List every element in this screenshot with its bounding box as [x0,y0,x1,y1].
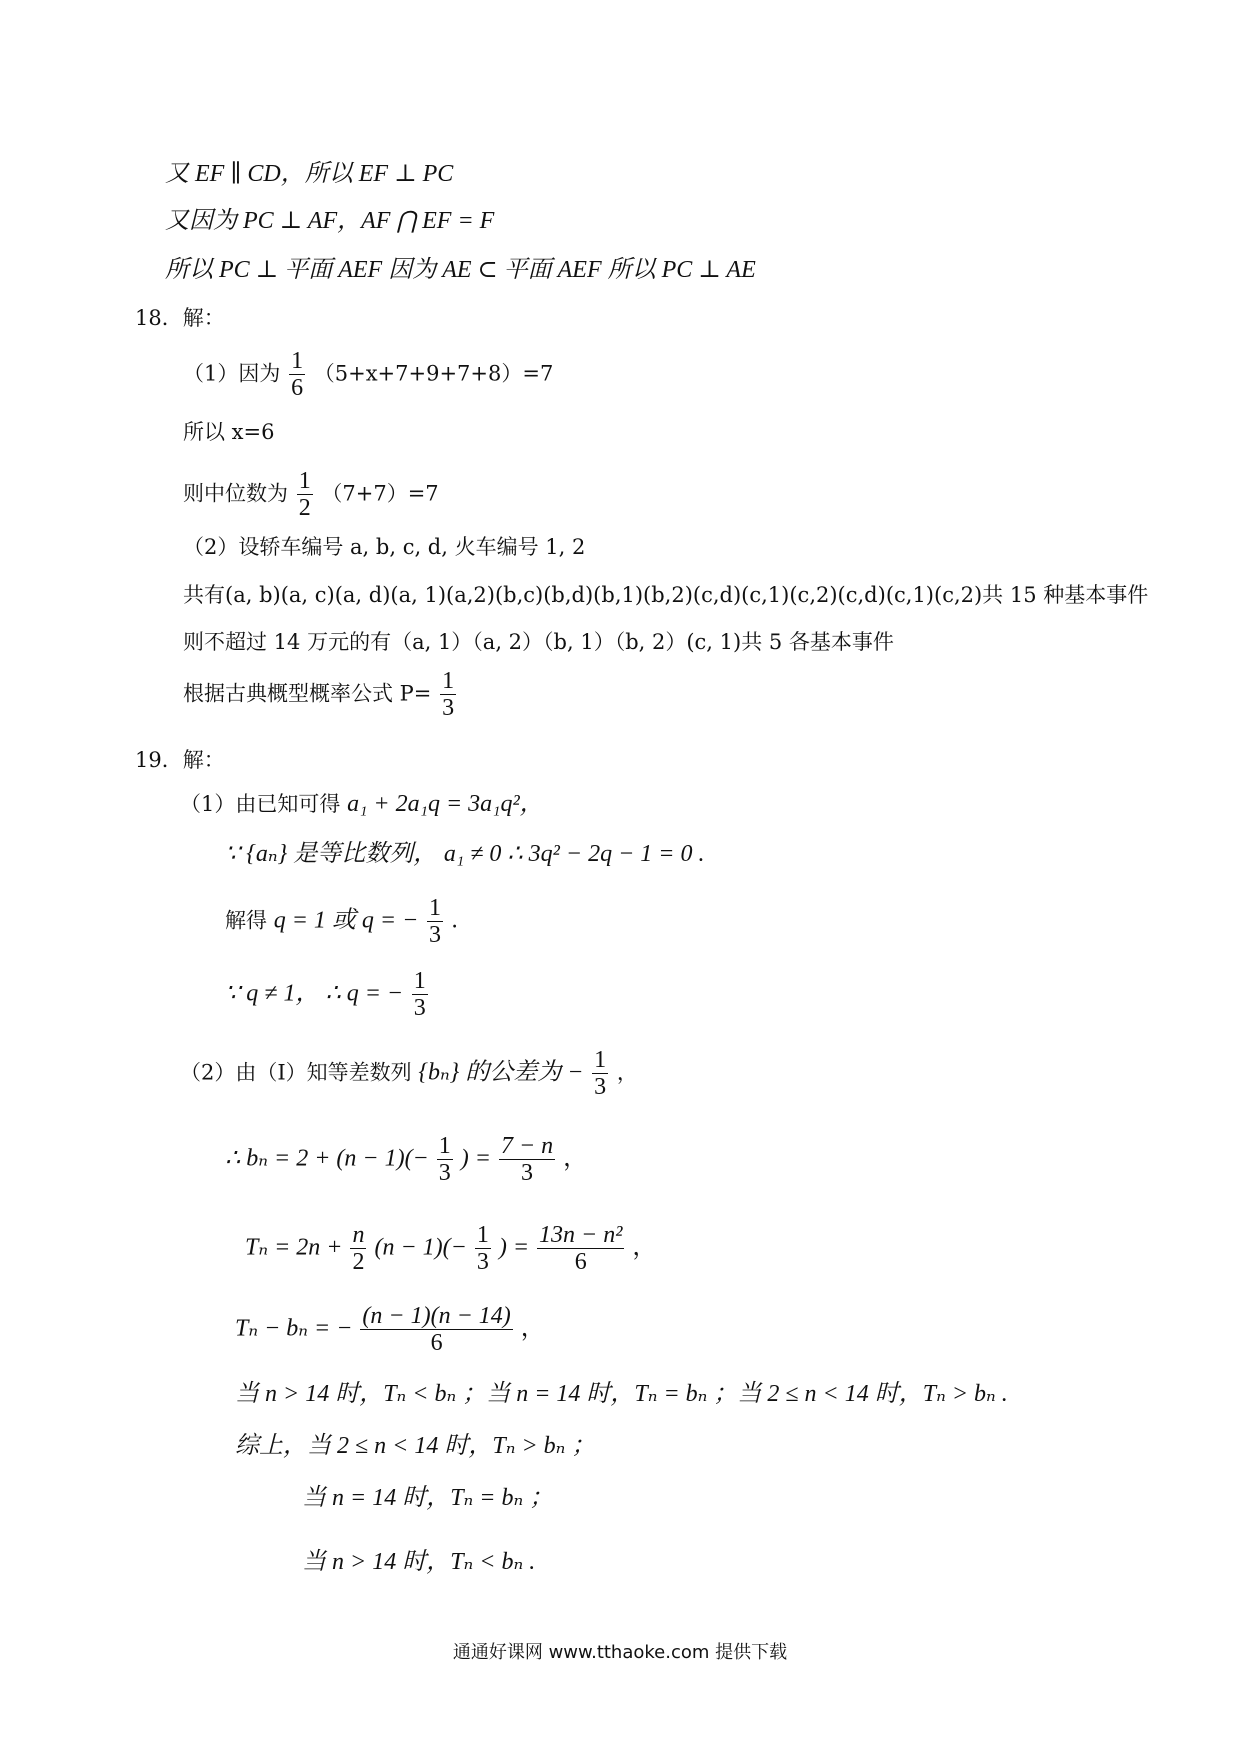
p19-summary-greater: 当 n > 14 时，Tₙ < bₙ . [302,1549,536,1575]
p18-mean-expression: （5+x+7+9+7+8）=7 [313,361,554,386]
comma: ， [563,1145,588,1172]
fraction-one-third: $\frac{1}{3}$ [442,668,455,722]
period: . [451,907,458,934]
fraction-one-third-diff: $\frac{1}{3}$ [594,1047,607,1101]
p18-median-label: 则中位数为 [183,481,288,506]
p18-probability-label: 根据古典概型概率公式 P= [183,681,432,706]
comma: ， [616,1060,638,1085]
problem-18-heading: 18．解： [135,306,225,330]
fraction-one-sixth: $\frac{1}{6}$ [291,348,304,402]
fraction-one-half: $\frac{1}{2}$ [298,468,311,522]
tn-formula-start: Tₙ = 2n + [245,1234,343,1261]
p18-part2-setup: （2）设轿车编号 a, b, c, d, 火车编号 1, 2 [183,535,586,559]
fraction-one-third-bn: $\frac{1}{3}$ [438,1133,451,1187]
tn-formula-mid: (n − 1)(− [374,1234,467,1261]
p18-favorable-events: 则不超过 14 万元的有（a, 1）（a, 2）（b, 1）（b, 2）(c, 1)共 5 各基本事件 [183,630,894,654]
fraction-n-over-2: $\frac{n}{2}$ [352,1222,365,1276]
p19-geometric-line [225,840,704,869]
p19-known-label: （1）由已知可得 [180,792,341,816]
p19-bn-formula [225,1133,587,1187]
p19-quadratic: a₁ ≠ 0 ∴ 3q² − 2q − 1 = 0 . [443,841,705,867]
p19-part2-line [180,1047,638,1101]
fraction-seven-minus-n: $\frac{7 - n}{3}$ [500,1133,554,1187]
line-pc-perp-ae: 所以 PC ⊥ 平面 AEF 因为 AE ⊂ 平面 AEF 所以 PC ⊥ AE [165,257,756,283]
fraction-13n: $\frac{\text{13n − n²}}{6}$ [539,1222,623,1276]
line-ef-parallel-cd: 又 EF ∥ CD，所以 EF ⊥ PC [165,161,454,187]
line-pc-perp-af: 又因为 PC ⊥ AF，AF ⋂ EF = F [165,208,495,234]
comma: ， [632,1234,657,1261]
p19-line-equation [180,790,544,819]
p19-q-values: q = 1 或 q = − [273,907,419,934]
p19-geometric-seq: ∵ {aₙ} 是等比数列， [225,841,438,867]
p19-q-result: ∵ q ≠ 1， ∴ q = − [225,980,404,1007]
bn-formula-start: ∴ bₙ = 2 + (n − 1)(− [225,1145,429,1172]
bn-equals: ) = [460,1145,491,1172]
p18-x-value: 所以 x=6 [183,420,275,444]
fraction-one-third-result: $\frac{1}{3}$ [413,968,426,1022]
fraction-one-third-tn: $\frac{1}{3}$ [476,1222,489,1276]
p19-summary-line: 综上，当 2 ≤ n < 14 时，Tₙ > bₙ ； [235,1433,596,1459]
comma: ， [520,1315,545,1342]
p18-line-mean [183,348,553,402]
p19-q-result-line [225,968,430,1022]
p18-because-label: （1）因为 [183,361,281,386]
p19-solve-label: 解得 [225,908,267,933]
p18-median-expression: （7+7）=7 [321,481,439,506]
fraction-n1n14: $\frac{(n - 1)(n - 14)}{6}$ [362,1303,511,1357]
p19-part2-label: （2）由（I）知等差数列 [180,1060,412,1085]
p19-summary-equal: 当 n = 14 时，Tₙ = bₙ ； [302,1485,554,1511]
fraction-one-third-q: $\frac{1}{3}$ [428,895,441,949]
p19-solve-line [225,895,458,949]
p19-tn-formula [245,1222,656,1276]
p18-line-median [183,468,439,522]
page-footer: 通通好课网 www.tthaoke.com 提供下载 [452,1642,788,1663]
tn-minus-bn-start: Tₙ − bₙ = − [235,1315,353,1342]
p19-tn-minus-bn [235,1303,545,1357]
problem-19-heading: 19．解： [135,748,225,772]
p19-cases-line: 当 n > 14 时，Tₙ < bₙ ；当 n = 14 时，Tₙ = bₙ ；当 2 ≤ n < 14 时，Tₙ > bₙ . [235,1381,1008,1407]
p19-bn-diff: {bₙ} 的公差为 − [418,1059,584,1086]
p19-equation: a₁ + 2a₁q = 3a₁q²， [347,791,544,817]
p18-probability-line [183,668,458,722]
p18-all-events: 共有(a, b)(a, c)(a, d)(a, 1)(a,2)(b,c)(b,d)(b,1)(b,2)(c,d)(c,1)(c,2)(c,d)(c,1)(c,2)共 15 种基本事件 [183,583,1149,607]
tn-equals: ) = [498,1234,530,1261]
